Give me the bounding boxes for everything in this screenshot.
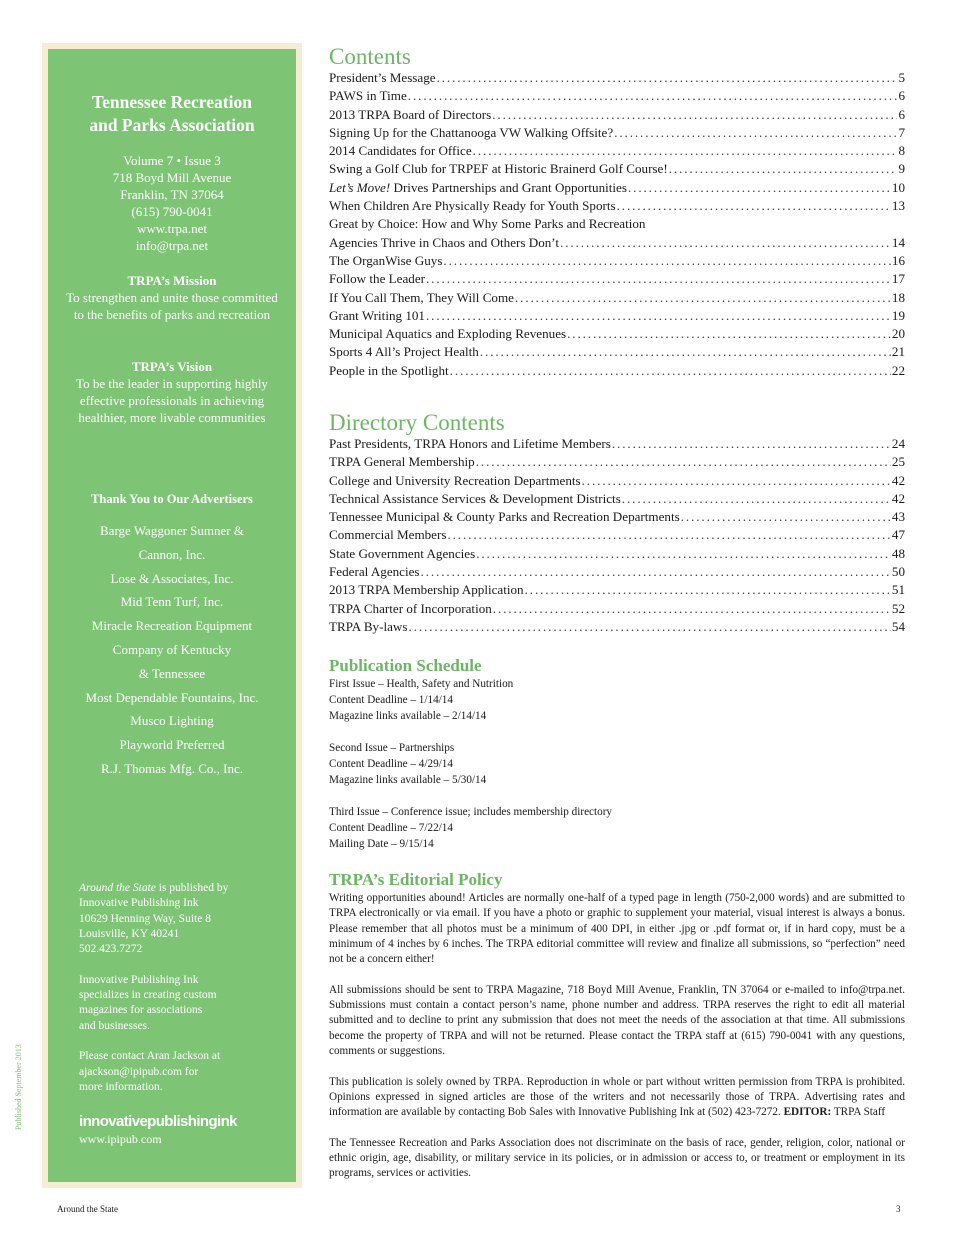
editor-value: TRPA Staff — [831, 1106, 886, 1119]
toc-page: 51 — [891, 582, 905, 598]
toc-item[interactable] — [329, 252, 905, 270]
advertiser-item: Company of Kentucky — [112, 641, 232, 657]
toc-title: Municipal Aquatics and Exploding Revenues — [329, 326, 567, 342]
toc-title: Signing Up for the Chattanooga VW Walking Offsite? — [329, 124, 614, 140]
toc-item[interactable] — [329, 325, 905, 343]
schedule-line: Mailing Date – 9/15/14 — [329, 838, 434, 850]
toc-leader — [582, 472, 891, 490]
advertisers-list — [48, 519, 296, 781]
advertiser-item: Cannon, Inc. — [138, 546, 206, 562]
toc-item[interactable] — [329, 508, 905, 526]
toc-title: Agencies Thrive in Chaos and Others Don’t — [329, 234, 560, 250]
toc-page: 21 — [891, 344, 905, 360]
toc-page: 24 — [891, 436, 905, 451]
toc-page: 6 — [898, 106, 905, 122]
schedule-line: Second Issue – Partnerships — [329, 742, 455, 754]
toc-leader — [622, 490, 891, 508]
advertiser-item: Miracle Recreation Equipment — [91, 618, 253, 634]
toc-leader — [421, 563, 891, 581]
toc-leader — [560, 234, 891, 252]
toc-leader — [614, 124, 897, 142]
toc-page: 9 — [898, 161, 905, 177]
toc-title: People in the Spotlight — [329, 362, 449, 378]
publisher-line — [79, 881, 280, 896]
address-line1: 718 Boyd Mill Avenue — [112, 170, 232, 185]
toc-item[interactable] — [329, 307, 905, 325]
published-date-note: Published September 2013 — [14, 1044, 23, 1130]
org-name-line2: and Parks Association — [89, 115, 255, 135]
toc-item[interactable] — [329, 270, 905, 288]
schedule-line: Third Issue – Conference issue; includes membership directory — [329, 806, 613, 818]
toc-leader — [612, 435, 891, 453]
advertiser-item: Barge Waggoner Sumner & — [100, 523, 244, 538]
advertiser-item: & Tennessee — [138, 665, 206, 681]
website-link[interactable]: www.trpa.net — [137, 221, 207, 236]
toc-item[interactable] — [329, 234, 905, 252]
toc-item[interactable] — [329, 453, 905, 471]
toc-page: 6 — [898, 88, 905, 104]
org-name — [48, 91, 296, 137]
about-line: Innovative Publishing Ink — [79, 973, 199, 986]
page-number: 3 — [896, 1204, 901, 1214]
publisher-company: Innovative Publishing Ink — [79, 897, 199, 910]
editorial-paragraph: All submissions should be sent to TRPA Magazine, 718 Boyd Mill Avenue, Franklin, TN 37064 or e-mailed to info@trpa.net. Submissions must contain a contact person’s name, phone number and address. TRPA reserves the right to edit all material submitted and to decline to print any submission that does not meet the needs of the association at that time. All submissions become the property of TRPA and will not be returned. Please contact the TRPA staff at (615) 790-0041 with any questions, comments or suggestions. — [329, 983, 905, 1057]
toc-page: 16 — [891, 252, 905, 268]
contents-list — [329, 69, 905, 380]
toc-title: State Government Agencies — [329, 545, 476, 561]
editorial-text: This publication is solely owned by TRPA. Reproduction in whole or part without written permission from TRPA is prohibited. Opinions expressed in signed articles are those of the writers and not necessarily those of TRPA. Advertising rates and information are available by contacting Bob Sales with Innovative Publishing Ink at (502) 423-7272. — [329, 1075, 905, 1119]
schedule-line: Magazine links available – 2/14/14 — [329, 710, 487, 722]
publisher-about — [79, 973, 280, 1034]
toc-page: 7 — [898, 124, 905, 140]
toc-item[interactable] — [329, 87, 905, 105]
advertiser-item: Most Dependable Fountains, Inc. — [85, 689, 259, 705]
toc-item[interactable] — [329, 142, 905, 160]
address-line2: Franklin, TN 37064 — [120, 187, 224, 202]
mission-text: To strengthen and unite those committed to the benefits of parks and recreation — [66, 290, 278, 322]
toc-leader — [473, 142, 898, 160]
phone: (615) 790-0041 — [131, 204, 213, 219]
toc-page: 19 — [891, 307, 905, 323]
email-link[interactable]: info@trpa.net — [135, 238, 209, 253]
advertiser-item: Playworld Preferred — [119, 737, 225, 753]
contact-info — [48, 152, 296, 254]
toc-page: 25 — [891, 454, 905, 470]
toc-leader — [426, 270, 891, 288]
toc-title: When Children Are Physically Ready for Youth Sports — [329, 198, 616, 214]
toc-page: 17 — [891, 271, 905, 287]
toc-page: 48 — [891, 545, 905, 561]
toc-item[interactable] — [329, 581, 905, 599]
publisher-street: 10629 Henning Way, Suite 8 — [79, 912, 211, 925]
toc-item[interactable] — [329, 179, 905, 197]
sidebar-frame — [42, 43, 302, 1188]
toc-title: 2013 TRPA Board of Directors — [329, 106, 492, 122]
toc-item[interactable] — [329, 563, 905, 581]
toc-item-line1[interactable]: Great by Choice: How and Why Some Parks and Recreation — [329, 216, 646, 232]
about-line: specializes in creating custom — [79, 989, 217, 1002]
toc-page: 10 — [891, 179, 905, 195]
toc-item[interactable] — [329, 289, 905, 307]
toc-title: If You Call Them, They Will Come — [329, 289, 514, 305]
toc-page: 14 — [891, 234, 905, 250]
toc-title — [329, 179, 627, 197]
toc-page: 22 — [891, 362, 905, 378]
toc-title: Federal Agencies — [329, 564, 420, 580]
toc-page: 20 — [891, 326, 905, 342]
schedule-line: First Issue – Health, Safety and Nutrition — [329, 678, 514, 690]
toc-item[interactable] — [329, 618, 905, 636]
about-line: and businesses. — [79, 1019, 150, 1032]
toc-leader — [628, 179, 891, 197]
toc-leader — [669, 160, 898, 178]
vision-block — [64, 358, 280, 426]
schedule-line: Content Deadline – 1/14/14 — [329, 694, 453, 706]
toc-item[interactable] — [329, 124, 905, 142]
toc-title: President’s Message — [329, 70, 436, 85]
org-name-line1: Tennessee Recreation — [92, 92, 252, 112]
toc-item[interactable] — [329, 472, 905, 490]
sidebar-panel — [48, 49, 296, 1182]
toc-title: PAWS in Time — [329, 88, 407, 104]
toc-item[interactable] — [329, 490, 905, 508]
editorial-paragraph: Writing opportunities abound! Articles are normally one-half of a typed page in length (750-2,000 words) and are submitted to TRPA electronically or via email. If you have a photo or graphic to supplement your material, visual interest is always a bonus. Please remember that all photos must be a minimum of 400 DPI, in either .jpg or .pdf format or, if in hard copy, must be a minimum of 4 inches by 6 inches. The TRPA editorial committee will review and finalize all submissions, so “perfection” need not be a concern either! — [329, 892, 905, 966]
directory-list — [329, 435, 905, 636]
toc-page: 8 — [898, 143, 905, 159]
advertisers-title: Thank You to Our Advertisers — [91, 492, 253, 506]
toc-leader — [426, 307, 891, 325]
editorial-policy — [329, 891, 905, 1197]
toc-item[interactable] — [329, 160, 905, 178]
toc-item[interactable] — [329, 600, 905, 618]
toc-leader — [476, 453, 891, 471]
vision-text: To be the leader in supporting highly effective professionals in achieving healthier, more livable communities — [76, 376, 268, 425]
advertiser-item: Musco Lighting — [130, 713, 214, 729]
toc-title: Swing a Golf Club for TRPEF at Historic Brainerd Golf Course! — [329, 161, 668, 177]
toc-page: 5 — [898, 70, 905, 85]
toc-leader — [617, 197, 891, 215]
toc-title: Technical Assistance Services & Development Districts — [329, 490, 621, 506]
advertiser-item: R.J. Thomas Mfg. Co., Inc. — [100, 760, 244, 776]
volume-issue: Volume 7 • Issue 3 — [123, 153, 221, 168]
publisher-city: Louisville, KY 40241 — [79, 927, 180, 940]
toc-title: TRPA Charter of Incorporation — [329, 600, 492, 616]
contact-email-link[interactable]: ajackson@ipipub.com for — [79, 1065, 199, 1078]
toc-page: 54 — [891, 618, 905, 634]
toc-title-rest: Drives Partnerships and Grant Opportunities — [390, 179, 627, 195]
publisher-info — [79, 881, 280, 1110]
contact-line: Please contact Aran Jackson at — [79, 1050, 221, 1063]
toc-title: TRPA General Membership — [329, 454, 475, 470]
publisher-logo: innovativepublishingink — [79, 1113, 237, 1130]
toc-page: 43 — [891, 509, 905, 525]
toc-item[interactable] — [329, 197, 905, 215]
editorial-paragraph — [329, 1075, 905, 1121]
toc-item[interactable] — [329, 106, 905, 124]
toc-item[interactable] — [329, 362, 905, 380]
toc-leader — [567, 325, 891, 343]
toc-leader — [408, 87, 898, 105]
toc-leader — [681, 508, 891, 526]
about-line: magazines for associations — [79, 1004, 203, 1017]
toc-leader — [515, 289, 891, 307]
toc-item[interactable] — [329, 69, 905, 87]
toc-leader — [437, 69, 898, 87]
advertiser-item: Lose & Associates, Inc. — [110, 570, 234, 586]
publisher-phone: 502.423.7272 — [79, 943, 143, 956]
footer-magazine-title: Around the State — [57, 1204, 118, 1214]
mission-title: TRPA’s Mission — [127, 273, 217, 288]
schedule-group — [329, 676, 612, 724]
mission-block — [64, 272, 280, 323]
toc-page: 47 — [891, 527, 905, 543]
toc-page: 42 — [891, 490, 905, 506]
publisher-address — [79, 881, 280, 957]
toc-item[interactable] — [329, 435, 905, 453]
vision-title: TRPA’s Vision — [131, 359, 213, 374]
toc-item[interactable] — [329, 545, 905, 563]
toc-title: The OrganWise Guys — [329, 252, 443, 268]
editorial-heading: TRPA’s Editorial Policy — [329, 870, 503, 889]
schedule-group — [329, 740, 612, 788]
toc-leader — [447, 526, 890, 544]
schedule-block — [329, 676, 612, 868]
contact-line: more information. — [79, 1080, 163, 1093]
toc-title: Grant Writing 101 — [329, 307, 425, 323]
toc-leader — [408, 618, 890, 636]
toc-leader — [493, 600, 891, 618]
toc-title: Follow the Leader — [329, 271, 425, 287]
schedule-line: Content Deadline – 7/22/14 — [329, 822, 453, 834]
directory-heading: Directory Contents — [329, 410, 505, 435]
toc-item[interactable] — [329, 526, 905, 544]
publisher-contact — [79, 1049, 280, 1095]
advertiser-item: Mid Tenn Turf, Inc. — [120, 594, 224, 610]
toc-title: Tennessee Municipal & County Parks and Recreation Departments — [329, 509, 680, 525]
toc-title: Commercial Members — [329, 527, 447, 543]
toc-leader — [450, 362, 891, 380]
toc-title: College and University Recreation Departments — [329, 472, 581, 488]
toc-title: 2013 TRPA Membership Application — [329, 582, 524, 598]
toc-page: 13 — [891, 198, 905, 214]
editor-label: EDITOR: — [783, 1106, 832, 1119]
toc-title: 2014 Candidates for Office — [329, 143, 472, 159]
toc-title: Sports 4 All’s Project Health — [329, 344, 479, 360]
toc-page: 18 — [891, 289, 905, 305]
toc-page: 50 — [891, 564, 905, 580]
schedule-line: Magazine links available – 5/30/14 — [329, 774, 487, 786]
toc-leader — [443, 252, 890, 270]
toc-item[interactable] — [329, 343, 905, 361]
published-by: is published by — [155, 882, 229, 894]
toc-title: TRPA By-laws — [329, 618, 408, 634]
schedule-line: Content Deadline – 4/29/14 — [329, 758, 453, 770]
editorial-paragraph: The Tennessee Recreation and Parks Association does not discriminate on the basis of race, gender, religion, color, national or ethnic origin, age, disability, or military service in its policies, or in admission or access to, or treatment or employment in its programs, services or activities. — [329, 1136, 905, 1180]
magazine-title: Around the State — [79, 882, 156, 894]
toc-title-italic: Let’s Move! — [329, 179, 391, 195]
toc-title: Past Presidents, TRPA Honors and Lifetime Members — [329, 436, 611, 451]
toc-page: 42 — [891, 472, 905, 488]
contents-heading: Contents — [329, 44, 411, 69]
toc-leader — [480, 343, 891, 361]
toc-leader — [476, 545, 891, 563]
publisher-url-link[interactable]: www.ipipub.com — [79, 1132, 162, 1146]
schedule-group — [329, 804, 612, 852]
schedule-heading: Publication Schedule — [329, 656, 482, 675]
toc-leader — [492, 106, 897, 124]
toc-page: 52 — [891, 600, 905, 616]
toc-leader — [525, 581, 891, 599]
